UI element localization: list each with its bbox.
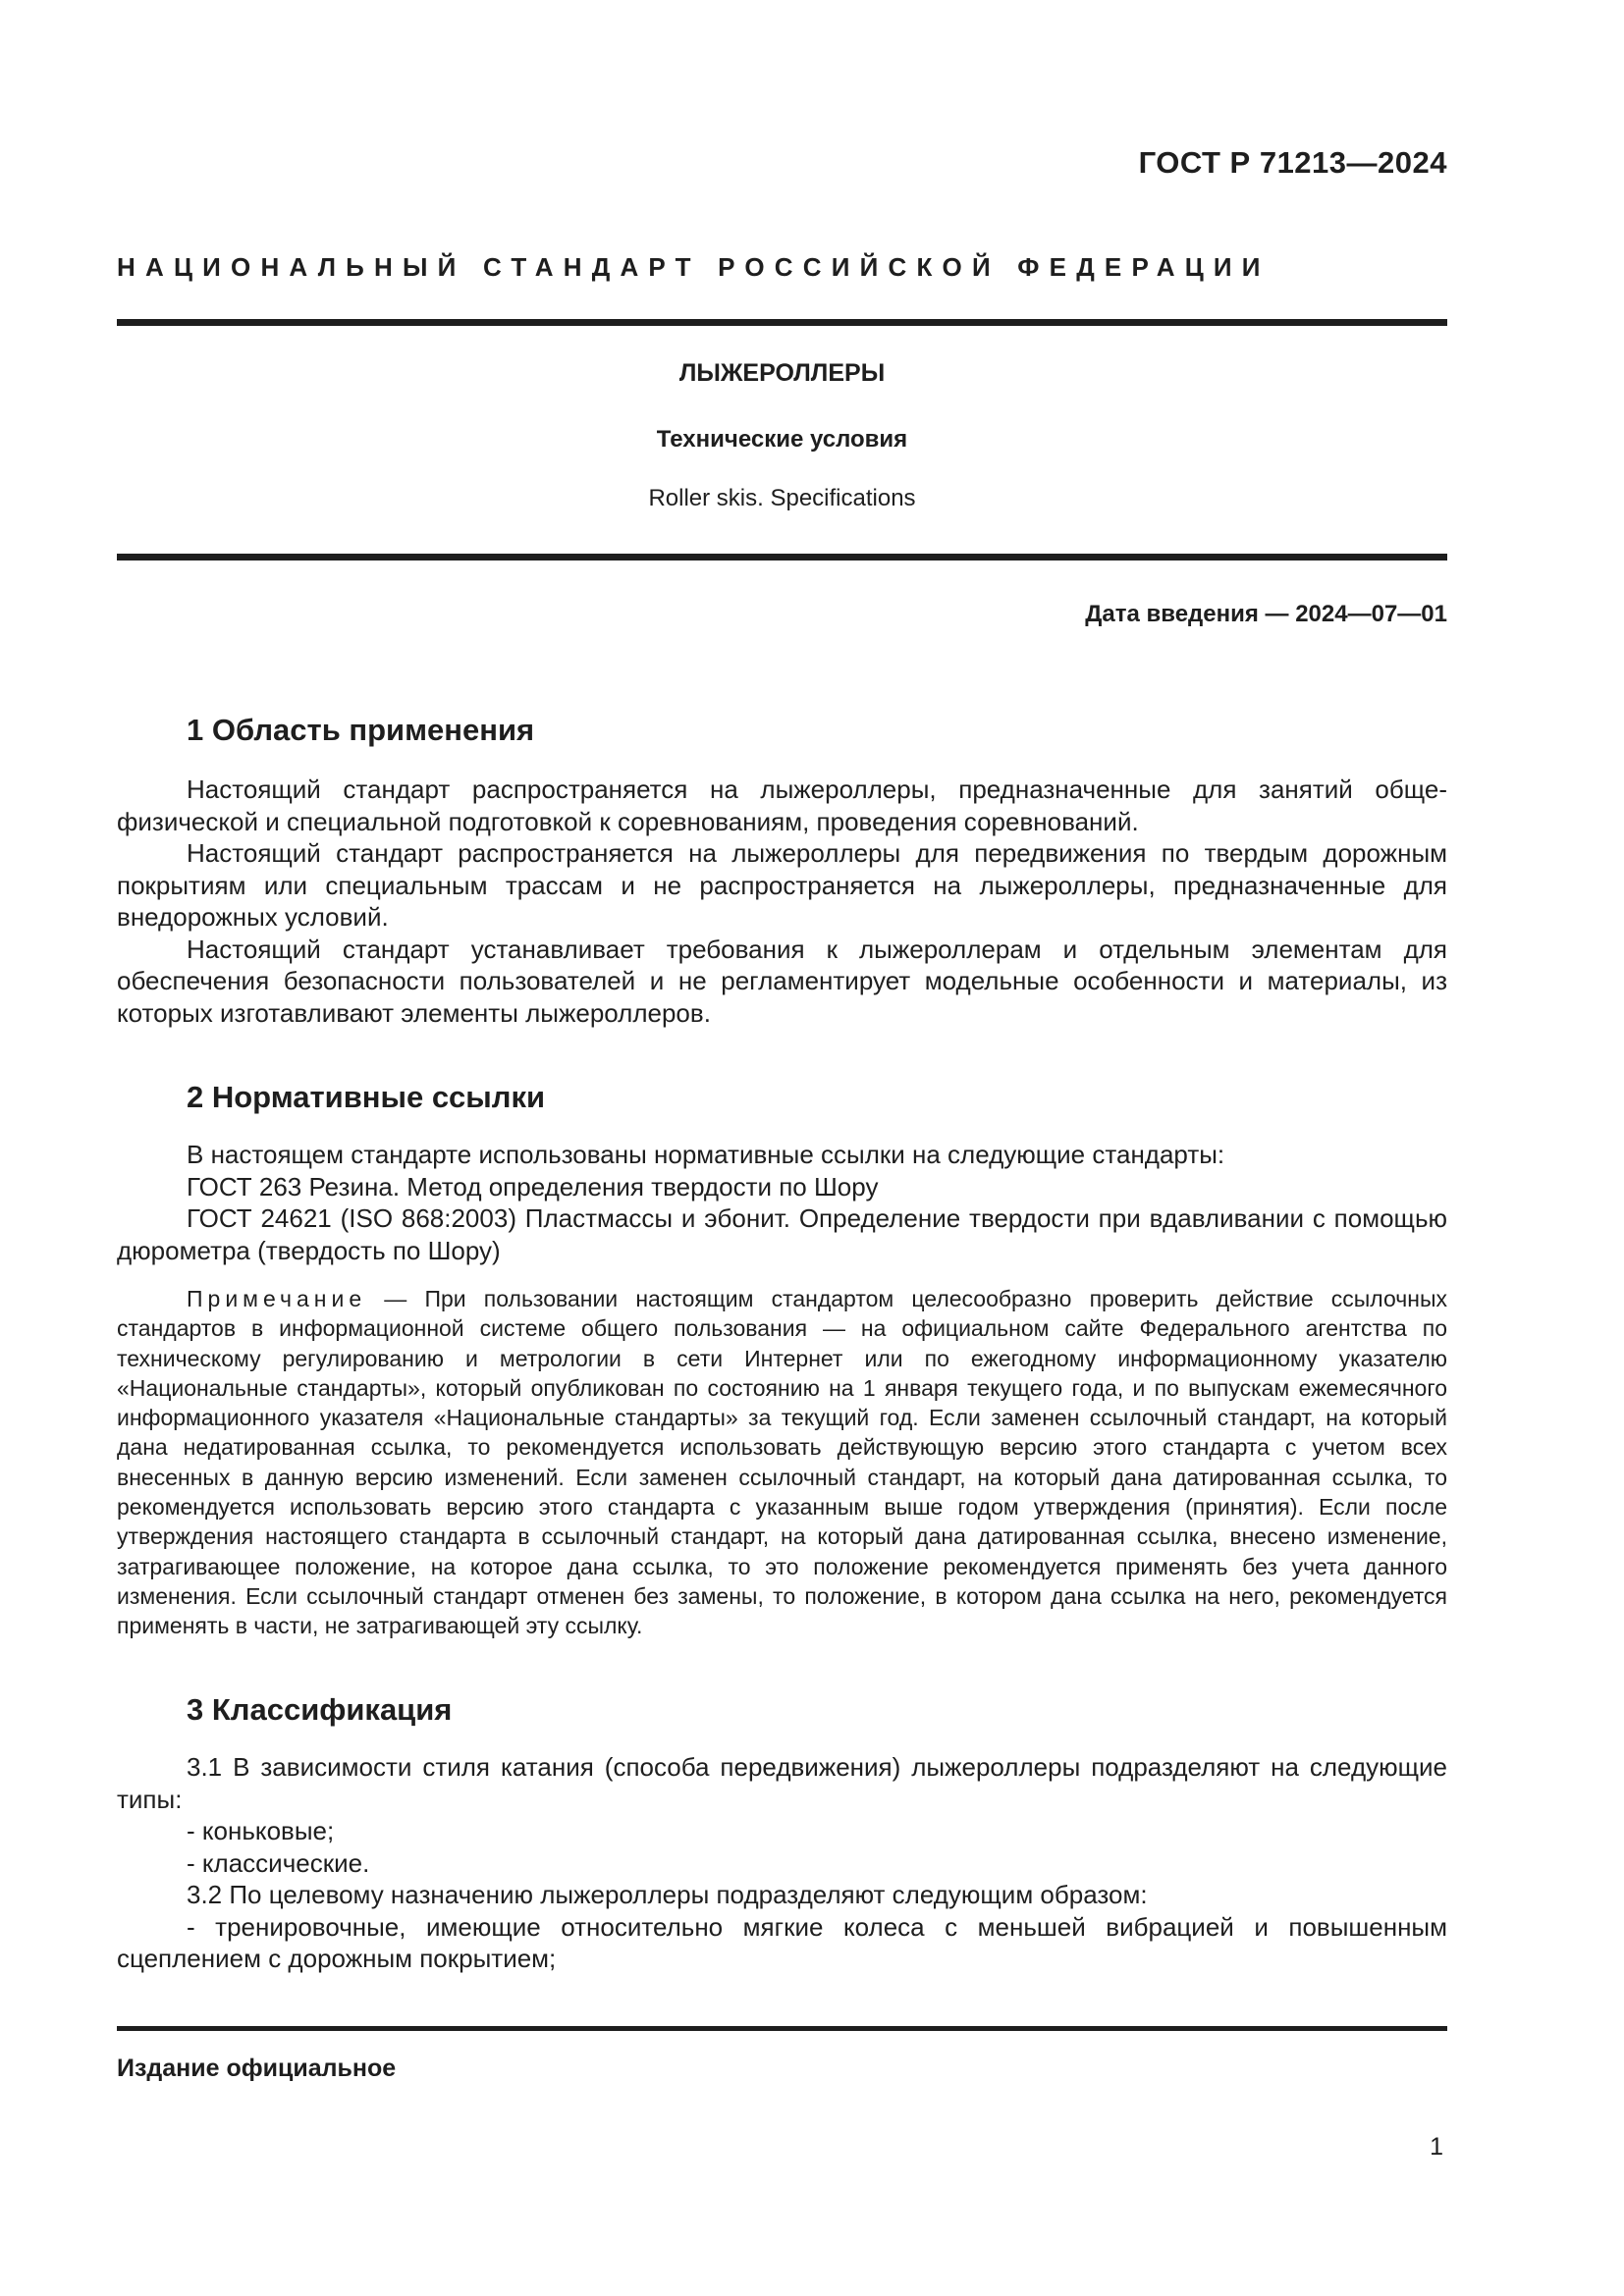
reference-item: ГОСТ 263 Резина. Метод определения твердости по Шору [187, 1171, 879, 1201]
section-1-body [117, 774, 1447, 1029]
page-number: 1 [1430, 2133, 1443, 2161]
edition-label: Издание официальное [117, 2055, 397, 2082]
document-title: ЛЫЖЕРОЛЛЕРЫ [678, 359, 886, 387]
paragraph: Настоящий стандарт устанавливает требования к лыжероллерам и отдельным элементам для обеспечения безопасности пользователей и не регламентирует модельные особенности и материалы, из которых изготавливают элементы лыжероллеров. [117, 934, 1447, 1028]
note-text: — При пользовании настоящим стандартом целесообразно проверить действие ссылочных стандартов в информационной системе общего пользования — на официальном сайте Федерального агентства по техническому регулированию и метрологии в сети Интернет или по ежегодному информационному указателю «Национальные стандарты», который опубликован по состоянию на 1 января текущего года, и по выпускам ежемесячного информационного указателя «Национальные стандарты» за текущий год. Если заменен ссылочный стандарт, на который дана недатированная ссылка, то рекомендуется использовать действующую версию этого стандарта с учетом всех внесенных в данную версию изменений. Если заменен ссылочный стандарт, на который дана датированная ссылка, то рекомендуется использовать версию этого стандарта с указанным выше годом утверждения (принятия). Если после утверждения настоящего стандарта в ссылочный стандарт, на который дана датированная ссылка, внесено изменение, затрагивающее положение, на которое дана ссылка, то это положение рекомендуется применять без учета данного изменения. Если ссылочный стандарт отменен без замены, то положение, в котором дана ссылка на него, рекомендуется применять в части, не затрагивающей эту ссылку. [117, 1286, 1447, 1639]
list-item: - тренировочные, имеющие относительно мягкие колеса с меньшей вибрацией и повышенным сцеплением с дорожным покрытием; [117, 1911, 1447, 1973]
introduction-date: Дата введения — 2024—07—01 [1085, 601, 1447, 627]
standard-series-title: НАЦИОНАЛЬНЫЙ СТАНДАРТ РОССИЙСКОЙ ФЕДЕРАЦИИ [117, 252, 1271, 282]
paragraph: Настоящий стандарт распространяется на лыжероллеры для передвижения по твердым дорожным покрытиям или специальным трассам и не распространяется на лыжероллеры, предназначенные для внедорожных условий. [117, 838, 1447, 932]
top-divider [117, 319, 1447, 326]
paragraph: 3.2 По целевому назначению лыжероллеры подразделяют следующим образом: [187, 1880, 1148, 1909]
paragraph: Настоящий стандарт распространяется на лыжероллеры, предназначенные для занятий общефизической и специальной подготовкой к соревнованиям, проведения соревнований. [117, 774, 1447, 836]
paragraph: 3.1 В зависимости стиля катания (способа передвижения) лыжероллеры подразделяют на следующие типы: [117, 1752, 1447, 1814]
title-divider [117, 554, 1447, 561]
section-2-body [117, 1139, 1447, 1266]
footer-divider [117, 2026, 1447, 2031]
english-title: Roller skis. Specifications [648, 485, 916, 511]
note-block [117, 1284, 1447, 1641]
list-item: - коньковые; [187, 1816, 335, 1845]
section-2-heading: 2 Нормативные ссылки [187, 1080, 546, 1114]
section-1-heading: 1 Область применения [187, 713, 535, 747]
document-number: ГОСТ Р 71213—2024 [1138, 145, 1447, 180]
list-item: - классические. [187, 1847, 370, 1878]
document-subtitle: Технические условия [656, 426, 908, 453]
note-paragraph [117, 1284, 1447, 1641]
section-3-heading: 3 Классификация [187, 1692, 453, 1727]
section-3-body [117, 1751, 1447, 1975]
reference-item: ГОСТ 24621 (ISO 868:2003) Пластмассы и эбонит. Определение твердости при вдавливании с помощью дюрометра (твердость по Шору) [117, 1203, 1447, 1265]
paragraph: В настоящем стандарте использованы нормативные ссылки на следующие стандарты: [187, 1140, 1225, 1169]
note-label: Примечание [187, 1286, 367, 1311]
